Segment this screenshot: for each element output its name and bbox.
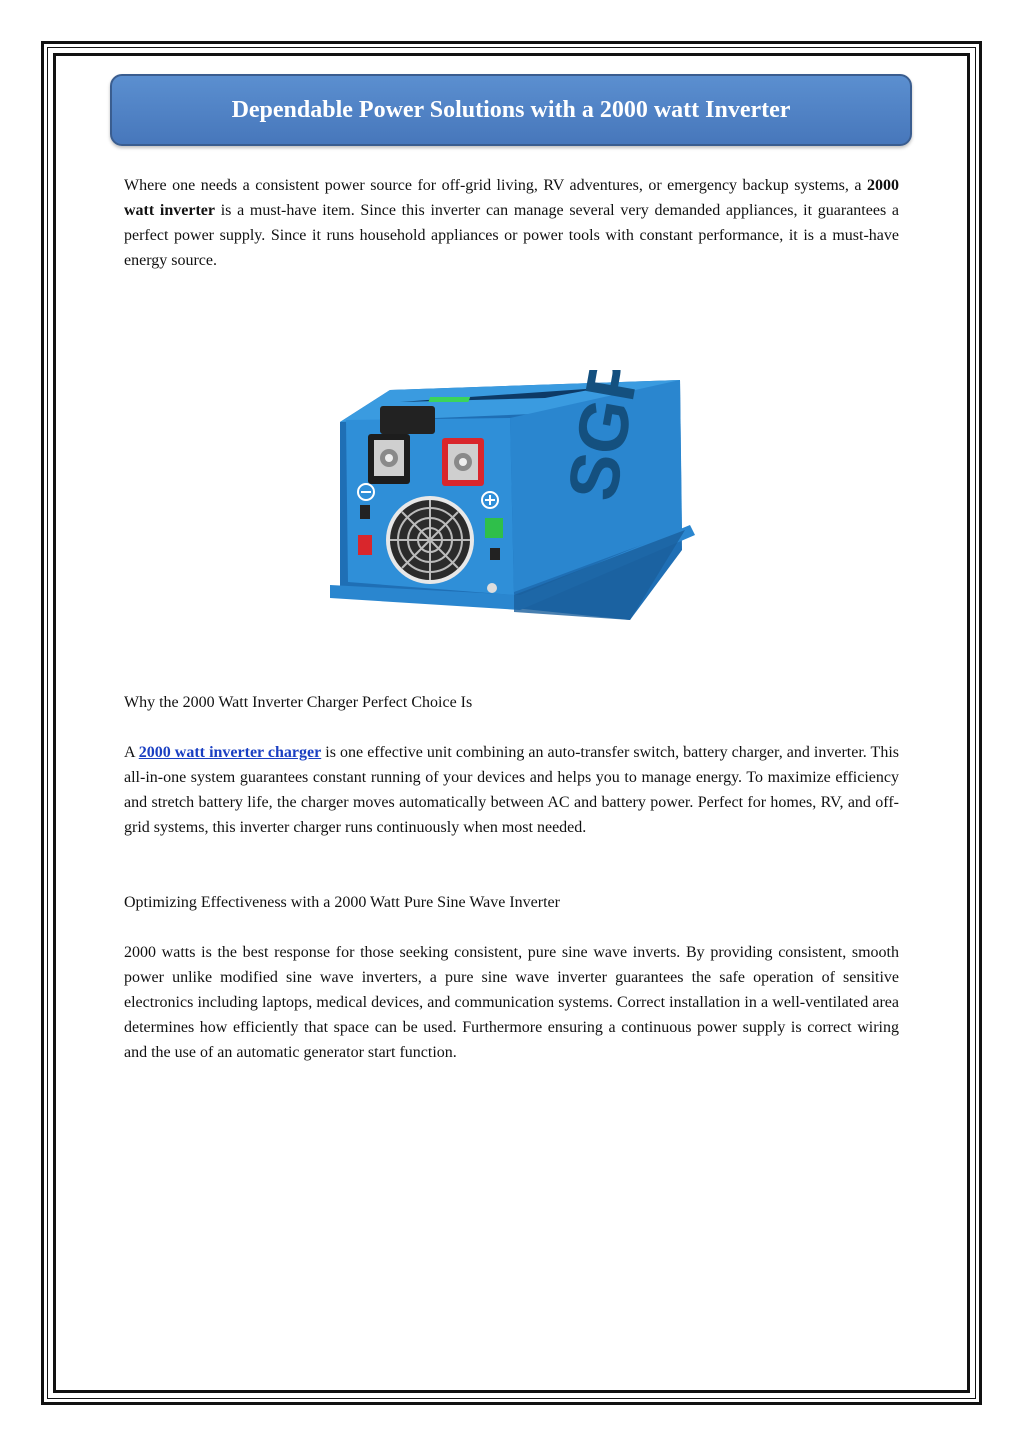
intro-text-start: Where one needs a consistent power source for off-grid living, RV adventures, or emergency backup systems, a [124, 177, 867, 194]
intro-text-end: is a must-have item. Since this inverter can manage several very demanded appliances, it guarantees a perfect power supply. Since it runs household appliances or power tools with constant performance, it is a must-have energy source. [124, 202, 899, 269]
section-heading-inverter-charger [124, 690, 899, 715]
inverter-illustration [330, 370, 700, 630]
page-title: Dependable Power Solutions with a 2000 watt Inverter [231, 96, 791, 123]
inverter-product-image [330, 370, 700, 630]
section2-heading-text: Optimizing Effectiveness with a 2000 Watt Pure Sine Wave Inverter [124, 894, 560, 911]
inverter-charger-link[interactable]: 2000 watt inverter charger [138, 744, 322, 761]
section1-paragraph [124, 740, 899, 840]
section-heading-pure-sine [124, 890, 899, 915]
section1-text-start: A [124, 744, 139, 761]
intro-paragraph [124, 173, 899, 273]
section2-body-text: 2000 watts is the best response for those seeking consistent, pure sine wave inverts. By providing consistent, smooth power unlike modified sine wave inverters, a pure sine wave inverter guarantees the safe operation of sensitive electronics including laptops, medical devices, and communication systems. Correct installation in a well-ventilated area determines how efficiently that space can be used. Furthermore ensuring a continuous power supply is correct wiring and the use of an automatic generator start function. [124, 944, 899, 1061]
intro-bold-term: 2000 watt inverter [124, 177, 899, 219]
section1-text-end: is one effective unit combining an auto-transfer switch, battery charger, and inverter. This all-in-one system guarantees constant running of your devices and helps you to manage energy. To maximize efficiency and stretch battery life, the charger moves automatically between AC and battery power. Perfect for homes, RV, and off-grid systems, this inverter charger runs continuously when most needed. [124, 744, 899, 836]
section2-paragraph [124, 940, 899, 1065]
title-banner [110, 74, 912, 146]
brand-logo: SGP [552, 370, 656, 507]
section1-heading-text: Why the 2000 Watt Inverter Charger Perfect Choice Is [124, 694, 473, 711]
